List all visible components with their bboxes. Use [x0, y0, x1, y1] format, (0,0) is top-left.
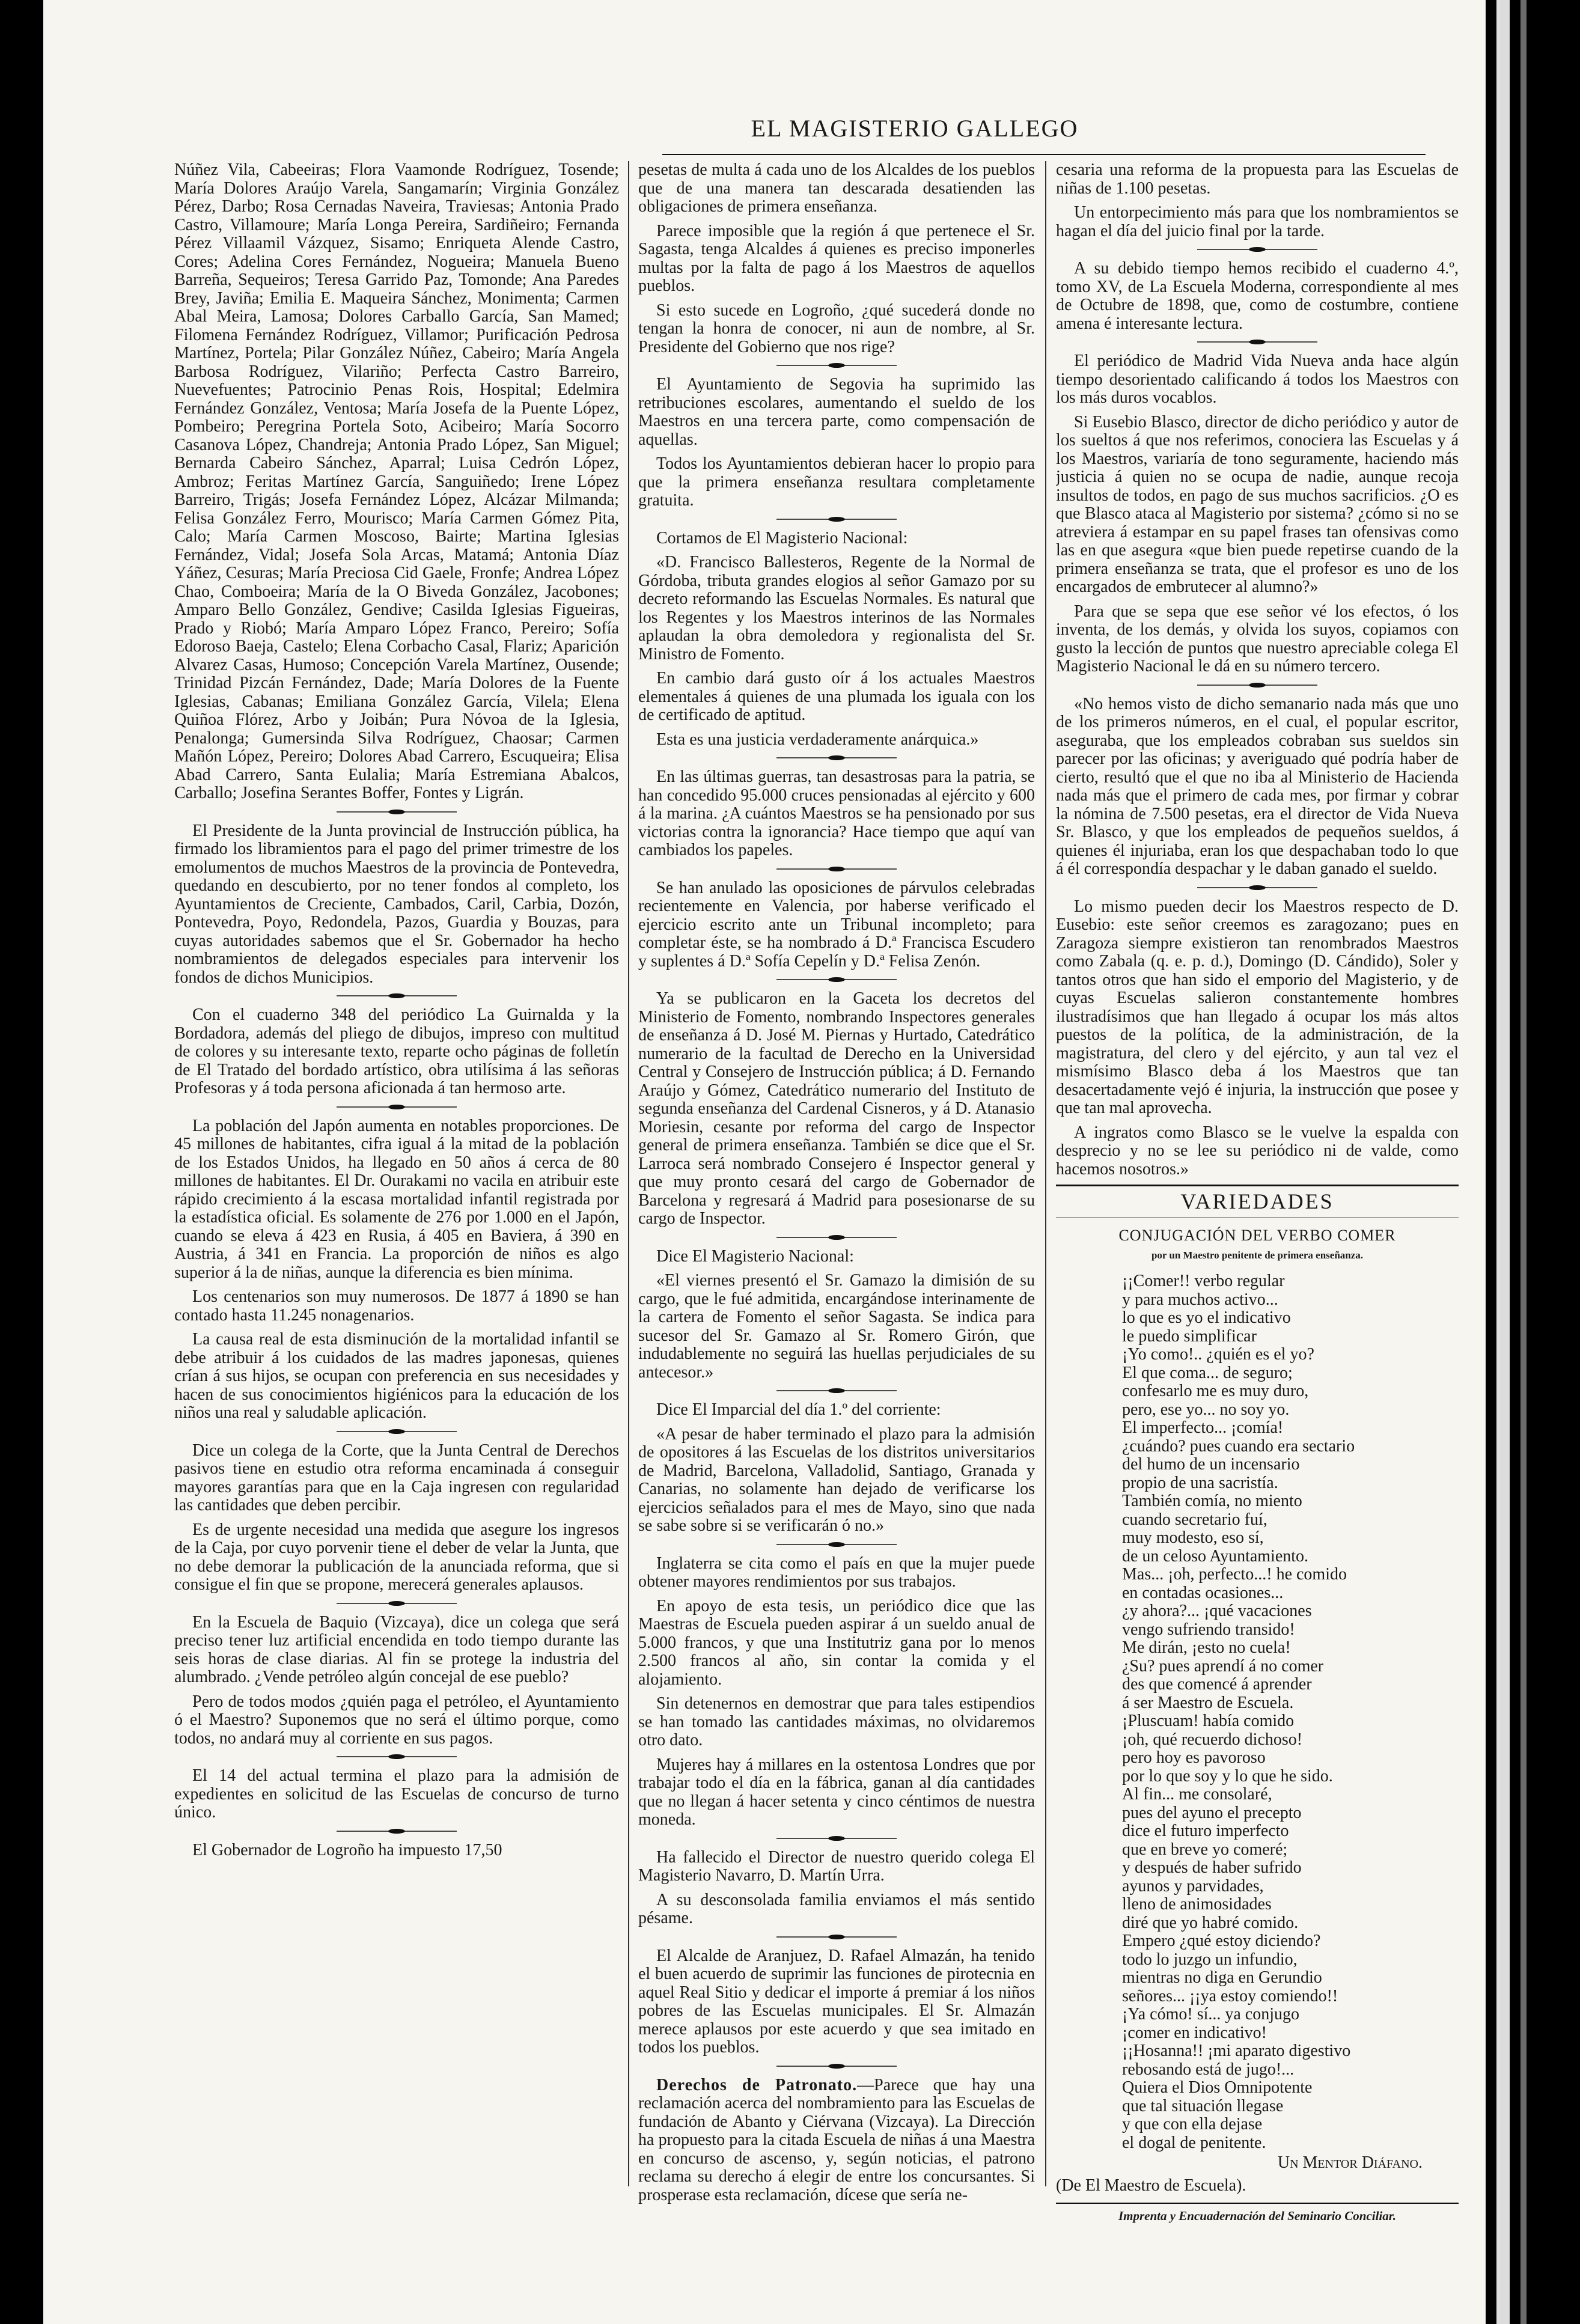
- separator-ornament: [776, 1234, 897, 1240]
- article-paragraph: Sin detenernos en demostrar que para tales estipendios se han tomado las cantidades máximas, no olvidaremos otro dato.: [638, 1694, 1035, 1749]
- poem-text: ¡¡Comer!! verbo regular y para muchos activo... lo que es yo el indicativo le puedo simplificar ¡Yo como!.. ¿quién es el yo? El que coma... de seguro; confesarlo me es muy duro, pero, ese yo... no soy yo. El imperfecto... ¡comía! ¿cuándo? pues cuando era sectario del humo de un incensario propio de una sacristía. También comía, no miento cuando secretario fuí, muy modesto, eso sí, de un celoso Ayuntamiento. Mas... ¡oh, perfecto...! he comido en contadas ocasiones... ¿y ahora?... ¡qué vacaciones vengo sufriendo transido! Me dirán, ¡esto no cuela! ¿Su? pues aprendí á no comer des que comencé á aprender á ser Maestro de Escuela. ¡Pluscuam! había comido ¡oh, qué recuerdo dichoso! pero hoy es pavoroso por lo que soy y lo que he sido. Al fin... me consolaré, pues del ayuno el precepto dice el futuro imperfecto que en breve yo comeré; y después de haber sufrido ayunos y parvidades, lleno de animosidades diré que yo habré comido. Empero ¿qué estoy diciendo? todo lo juzgo un infundio, mientras no diga en Gerundio señores... ¡¡ya estoy comiendo!! ¡Ya cómo! sí... ya conjugo ¡comer en indicativo! ¡¡Hosanna!! ¡mi aparato digestivo rebosando está de jugo!... Quiera el Dios Omnipotente que tal situación llegase y que con ella dejase el dogal de penitente.: [1122, 1272, 1355, 2152]
- article-lead: Derechos de Patronato.: [656, 2075, 858, 2094]
- article-paragraph: pesetas de multa á cada uno de los Alcaldes de los pueblos que de una manera tan descarada desatienden las obligaciones de primera enseñanza.: [638, 161, 1035, 216]
- article-paragraph: «A pesar de haber terminado el plazo para la admisión de opositores á las Escuelas de los distritos universitarios de Madrid, Barcelona, Valladolid, Santiago, Granada y Canarias, no solamente han dejado de verificarse los ejercicios señalados para el mes de Mayo, sino que nada se sabe sobre si se verificarán ó no.»: [638, 1424, 1035, 1535]
- separator-ornament: [776, 1388, 897, 1394]
- article-paragraph: «No hemos visto de dicho semanario nada más que uno de los primeros números, en el cual, el popular escritor, aseguraba, que los empleados cobraban sus sueldos sin parecer por las oficinas; y averiguado qué podría haber de cierto, resultó que el que no iba al Ministerio de Hacienda nada más que el primero de cada mes, por firmar y cobrar la nómina de 7.500 pesetas, era el director de Vida Nueva Sr. Blasco, y que los empleados de pequeños sueldos, á quienes él injuriaba, eran los que despachaban todo lo que á él correspondía despachar y le daban ganado el sueldo.: [1056, 694, 1459, 878]
- article-paragraph: Lo mismo pueden decir los Maestros respecto de D. Eusebio: este señor creemos es zaragozano; pues en Zaragoza siempre existieron tan renombrados Maestros como Zabala (q. e. p. d.), Domingo (D. Cándido), Soler y tantos otros que han sido el emporio del Magisterio, y de cuyas Escuelas salieron constantemente hombres ilustradísimos que han llegado á ocupar los más altos puestos de la política, de la administración, de la magistratura, del clero y del ejército, y aun tal vez el mismísimo Blasco deba á los Maestros que tan desacertadamente vejó é injuria, la instrucción que posee y que tan mal aprovecha.: [1056, 897, 1459, 1117]
- separator-ornament: [776, 866, 897, 872]
- article-paragraph: Ya se publicaron en la Gaceta los decretos del Ministerio de Fomento, nombrando Inspectores generales de enseñanza á D. José M. Piernas y Hurtado, Catedrático numerario de la facultad de Derecho en la Universidad Central y Consejero de Instrucción pública; á D. Fernando Araújo y Gómez, Catedrático numerario del Instituto de segunda enseñanza del Cardenal Cisneros, y á D. Atanasio Moriesin, cesante por reforma del cargo de Inspector general de primera enseñanza. También se dice que el Sr. Larroca será nombrado Consejero é Inspector general y que muy pronto cesará del cargo de Gobernador de Barcelona y regresará á Madrid para posesionarse de su cargo de Inspector.: [638, 989, 1035, 1228]
- separator-ornament: [776, 516, 897, 522]
- article-paragraph: Esta es una justicia verdaderamente anárquica.»: [656, 730, 979, 749]
- article-paragraph: Dice El Magisterio Nacional:: [656, 1246, 854, 1266]
- separator-ornament: [776, 755, 897, 761]
- separator-ornament: [1197, 246, 1317, 252]
- separator-ornament: [776, 2063, 897, 2069]
- masthead-title: EL MAGISTERIO GALLEGO: [751, 115, 1079, 142]
- article-paragraph: «D. Francisco Ballesteros, Regente de la Normal de Górdoba, tributa grandes elogios al señor Gamazo por su decreto reformando las Escuelas Normales. Es natural que los Regentes y los Maestros interinos de las Normales aplaudan la obra demoledora y regionalista del Sr. Ministro de Fomento.: [638, 553, 1035, 663]
- article-paragraph: El periódico de Madrid Vida Nueva anda hace algún tiempo desorientado calificando á todos los Maestros con los más duros vocablos.: [1056, 352, 1459, 407]
- article-paragraph: Cortamos de El Magisterio Nacional:: [656, 528, 908, 547]
- article-paragraph: Para que se sepa que ese señor vé los efectos, ó los inventa, de los demás, y olvida los suyos, copiamos con gusto la lección de puntos que nuestro apreciable colega El Magisterio Nacional le dá en su número tercero.: [1056, 602, 1459, 676]
- separator-ornament: [337, 1429, 457, 1435]
- article-paragraph: En cambio dará gusto oír á los actuales Maestros elementales á quienes de una plumada los iguala con los de certificado de aptitud.: [638, 669, 1035, 724]
- newspaper-page: [43, 0, 1486, 2324]
- separator-ornament: [776, 1835, 897, 1841]
- column-3: [1056, 161, 1459, 2228]
- article-paragraph: cesaria una reforma de la propuesta para las Escuelas de niñas de 1.100 pesetas.: [1056, 161, 1459, 198]
- separator-ornament: [337, 1600, 457, 1606]
- article-paragraph: Inglaterra se cita como el país en que la mujer puede obtener mayores rendimientos por sus trabajos.: [638, 1554, 1035, 1591]
- article-paragraph: El Gobernador de Logroño ha impuesto 17,50: [192, 1840, 502, 1859]
- poem-signature: Un Mentor Diáfano.: [1277, 2153, 1423, 2172]
- poem-source: (De El Maestro de Escuela).: [1056, 2176, 1246, 2195]
- article-paragraph: En las últimas guerras, tan desastrosas para la patria, se han concedido 95.000 cruces pensionadas al ejército y 600 á la marina. ¿A cuántos Maestros se ha pensionado por sus victorias contra la ignorancia? Hace tiempo que aquí van cambiados los papeles.: [638, 767, 1035, 859]
- separator-ornament: [337, 1104, 457, 1110]
- column-2: [638, 161, 1035, 2228]
- section-rule: [1056, 1185, 1459, 1186]
- scan-binding-shadow: [1521, 0, 1527, 2324]
- article-paragraph: El Presidente de la Junta provincial de Instrucción pública, ha firmado los libramientos para el pago del primer trimestre de los emolumentos de muchos Maestros de la provincia de Pontevedra, quedando en descubierto, por no tener fondos al completo, los Ayuntamientos de Creciente, Cambados, Caril, Carbia, Dozón, Pontevedra, Poyo, Redondela, Pazos, Guardia y Bouzas, para cuyas autoridades sabemos que el Sr. Gobernador ha hecho nombramientos de delegados especiales para intervenir los fondos de dichos Municipios.: [174, 821, 619, 987]
- article-paragraph: Si Eusebio Blasco, director de dicho periódico y autor de los sueltos á que nos referimos, conociera las Escuelas y á los Maestros, variaría de tono seguramente, haciendo más justicia á quien no se ocupa de nadie, aunque recoja insultos de todos, en pago de sus muchos sacrificios. ¿O es que Blasco ataca al Magisterio por sistema? ¿cómo si no se atreviera á estampar en su papel frases tan ofensivas como las en que asegura «que bien puede repetirse cuando de la primera enseñanza se trata, que el profesor es uno de los encargados de embrutecer al alumno?»: [1056, 412, 1459, 596]
- poem-title: CONJUGACIÓN DEL VERBO COMER: [1118, 1227, 1396, 1244]
- column-divider-1: [628, 161, 629, 2186]
- article-paragraph: Núñez Vila, Cabeeiras; Flora Vaamonde Rodríguez, Tosende; María Dolores Araújo Varela, Sangamarín; Virginia González Pérez, Darbo; Rosa Cernadas Naveira, Traviesas; Antonia Prado Castro, Villamoure; María Longa Pereira, Sardiñeiro; Fernanda Pérez Villaamil Vázquez, Sisamo; Enriqueta Alende Castro, Cores; Adelina Cores Fernández, Nogueira; Manuela Bueno Barreña, Sequeiros; Teresa Garrido Paz, Tomonde; Ana Paredes Brey, Javiña; Emilia E. Maqueira Sánchez, Monimenta; Carmen Abal Meira, Lamosa; Dolores Carballo García, San Mamed; Filomena Fernández Rodríguez, Villamor; Purificación Pedrosa Martínez, Portela; Pilar González Núñez, Cabeiro; María Angela Barbosa Rodríguez, Vilariño; Perfecta Castro Barreiro, Nuevefuentes; Patrocinio Penas Rois, Hospital; Edelmira Fernández González, Ventosa; María Josefa de la Puente López, Pombeiro; Peregrina Portela Soto, Acibeiro; María Socorro Casanova López, Chandreja; Antonia Prado López, San Miguel; Bernarda Cabeiro Sánchez, Aparral; Luisa Cedrón López, Ambroz; Feritas Martínez García, Sanguiñedo; Irene López Barreiro, Trigás; Josefa Fernández López, Alcázar Milmanda; Felisa González Ferro, Mourisco; María Carmen Gómez Pita, Calo; María Carmen Moscoso, Bairte; Martina Iglesias Fernández, Vidal; Josefa Sola Arcas, Matamá; Antonia Díaz Yáñez, Cesuras; María Preciosa Cid Gaele, Fronfe; Andrea López Chao, Comboeira; María de la O Biveda González, Jacobones; Amparo Bello González, Gendive; Casilda Iglesias Figueiras, Prado y Riobó; María Amparo López Franco, Pereiro; Sofía Edoroso Baeja, Castelo; Elena Corbacho Casal, Flariz; Aparición Alvarez Casas, Humoso; Concepción Varela Martínez, Ousende; Trinidad Pizcán Fernández, Dade; María Dolores de la Fuente Iglesias, Cabanas; Emiliana González García, Vilela; Elena Quiñoa Flórez, Arbo y Joibán; Pura Nóvoa de la Iglesia, Penalonga; Gumersinda Silva Rodríguez, Chaosar; Carmen Mañón López, Pereiro; Dolores Abad Carrero, Escuqueira; Elisa Abad Carrero, Santa Eulalia; María Estremiana Abalcos, Carballo; Josefina Serantes Boffer, Fontes y Ligrán.: [174, 161, 619, 802]
- page-header: [644, 114, 1456, 144]
- column-1: [174, 161, 619, 2228]
- article-paragraph: A su desconsolada familia enviamos el más sentido pésame.: [638, 1890, 1035, 1927]
- article-paragraph: Se han anulado las oposiciones de párvulos celebradas recientemente en Valencia, por haberse verificado el ejercicio escrito ante un Tribunal incompleto; para completar éste, se ha nombrado á D.ª Francisca Escudero y suplentes á D.ª Sofía Cepelín y D.ª Felisa Zenón.: [638, 878, 1035, 971]
- separator-ornament: [337, 1754, 457, 1760]
- separator-ornament: [776, 1934, 897, 1940]
- separator-ornament: [1197, 682, 1317, 688]
- article-paragraph: En apoyo de esta tesis, un periódico dice que las Maestras de Escuela pueden aspirar á un sueldo anual de 5.000 francos, y que una Institutriz gana por lo menos 2.500 francos al año, sin contar la comida y el alojamiento.: [638, 1596, 1035, 1689]
- separator-ornament: [776, 977, 897, 983]
- article-paragraph: A su debido tiempo hemos recibido el cuaderno 4.º, tomo XV, de La Escuela Moderna, correspondiente al mes de Octubre de 1898, que, como de costumbre, contiene amena é interesante lectura.: [1056, 259, 1459, 333]
- separator-ornament: [776, 1542, 897, 1548]
- article-paragraph: El 14 del actual termina el plazo para la admisión de expedientes en solicitud de las Escuelas de concurso de turno único.: [174, 1766, 619, 1822]
- separator-ornament: [776, 362, 897, 368]
- article-paragraph: Dice El Imparcial del día 1.º del corriente:: [656, 1400, 941, 1419]
- article-paragraph: Con el cuaderno 348 del periódico La Guirnalda y la Bordadora, además del pliego de dibujos, impreso con multitud de colores y su interesante texto, reparte ocho páginas de folletín de El Tratado del bordado artístico, obra utilísima á las señoras Profesoras y á toda persona aficionada á tan hermoso arte.: [174, 1005, 619, 1097]
- printer-imprint: Imprenta y Encuadernación del Seminario Conciliar.: [1056, 2203, 1459, 2224]
- column-divider-2: [1045, 161, 1046, 2186]
- article-paragraph: Mujeres hay á millares en la ostentosa Londres que por trabajar todo el día en la fábrica, ganan al día cantidades que no llegan á hacer setenta y cinco céntimos de nuestra moneda.: [638, 1755, 1035, 1829]
- article-paragraph: «El viernes presentó el Sr. Gamazo la dimisión de su cargo, que le fué admitida, encargándose interinamente de la cartera de Fomento el señor Sagasta. Se indica para sucesor del Sr. Gamazo al Sr. Romero Girón, que indudablemente no seguirá las huellas perjudiciales de su antecesor.»: [638, 1271, 1035, 1382]
- article-paragraph: Los centenarios son muy numerosos. De 1877 á 1890 se han contado hasta 11.245 nonagenarios.: [174, 1287, 619, 1325]
- article-paragraph: [638, 2076, 1035, 2205]
- separator-ornament: [1197, 339, 1317, 345]
- article-paragraph: En la Escuela de Baquio (Vizcaya), dice un colega que será preciso tener luz artificial encendida en todo tiempo durante las seis horas de clase diarias. Al fin se protege la industria del alumbrado. ¿Vende petróleo algún concejal de ese pueblo?: [174, 1612, 619, 1686]
- separator-ornament: [337, 1828, 457, 1834]
- article-paragraph: Ha fallecido el Director de nuestro querido colega El Magisterio Navarro, D. Martín Urra.: [638, 1847, 1035, 1885]
- article-paragraph: Si esto sucede en Logroño, ¿qué sucederá donde no tengan la honra de conocer, ni aun de nombre, al Sr. Presidente del Gobierno que nos rige?: [638, 300, 1035, 356]
- article-paragraph: Es de urgente necesidad una medida que asegure los ingresos de la Caja, por cuyo porvenir tiene el deber de velar la Junta, que no debe demorar la publicación de la anunciada reforma, que si consigue el fin que se propone, merecerá generales aplausos.: [174, 1520, 619, 1594]
- header-rule: [662, 154, 1426, 155]
- article-paragraph: La causa real de esta disminución de la mortalidad infantil se debe atribuir á los cuidados de las madres japonesas, quienes crían á sus hijos, se ocupan con preferencia en sus necesidades y hacen de sus conocimientos higiénicos para la educación de los niños una real y saludable aplicación.: [174, 1330, 619, 1422]
- article-paragraph: La población del Japón aumenta en notables proporciones. De 45 millones de habitantes, cifra igual á la mitad de la población de los Estados Unidos, ha llegado en 50 años á cerca de 80 millones de habitantes. El Dr. Ourakami no vacila en atribuir este rápido crecimiento á la escasa mortalidad infantil registrada por la estadística oficial. Es solamente de 276 por 1.000 en el Japón, cuando se eleva á 423 en Rusia, á 405 en Baviera, á 390 en Austria, á 341 en Francia. La proporción de niños es algo superior á la de niñas, aunque la diferencia es bien mínima.: [174, 1116, 619, 1282]
- separator-ornament: [1197, 885, 1317, 891]
- section-title: VARIEDADES: [1180, 1189, 1334, 1213]
- article-paragraph: El Ayuntamiento de Segovia ha suprimido las retribuciones escolares, aumentando el sueldo de los Maestros en una tercera parte, como compensación de aquellas.: [638, 375, 1035, 449]
- separator-ornament: [337, 993, 457, 999]
- article-text: —Parece que hay una reclamación acerca del nombramiento para las Escuelas de fundación de Abanto y Ciérvana (Vizcaya). La Dirección ha propuesto para la citada Escuela de niñas á una Maestra en concurso de ascenso, y, según noticias, el patrono reclama su derecho á elegir de entre los concursantes. Si prosperase esta reclamación, dícese que sería ne-: [638, 2075, 1035, 2204]
- article-paragraph: Pero de todos modos ¿quién paga el petróleo, el Ayuntamiento ó el Maestro? Suponemos que no será el último porque, como todos, no andará muy al corriente en sus pagos.: [174, 1692, 619, 1748]
- scan-next-page-strip: [1496, 0, 1510, 2324]
- article-paragraph: A ingratos como Blasco se le vuelve la espalda con desprecio y no se lee su periódico ni de valde, como hacemos nosotros.»: [1056, 1123, 1459, 1179]
- article-paragraph: El Alcalde de Aranjuez, D. Rafael Almazán, ha tenido el buen acuerdo de suprimir las funciones de pirotecnia en aquel Real Sitio y dedicar el importe á premiar á los niños pobres de las Escuelas municipales. El Sr. Almazán merece aplausos por este acuerdo y que sea imitado en todos los pueblos.: [638, 1946, 1035, 2057]
- article-paragraph: Parece imposible que la región á que pertenece el Sr. Sagasta, tenga Alcaldes á quienes es preciso imponerles multas por la falta de pago á los Maestros de aquellos pueblos.: [638, 221, 1035, 295]
- article-paragraph: Un entorpecimiento más para que los nombramientos se hagan el día del juicio final por la tarde.: [1056, 203, 1459, 240]
- separator-ornament: [337, 809, 457, 815]
- article-paragraph: Dice un colega de la Corte, que la Junta Central de Derechos pasivos tiene en estudio otra reforma encaminada á conseguir mayores garantías para que en la Caja ingresen con regularidad las cantidades que deben percibir.: [174, 1441, 619, 1514]
- scan-left-edge: [0, 0, 43, 2324]
- article-paragraph: Todos los Ayuntamientos debieran hacer lo propio para que la primera enseñanza resultara completamente gratuita.: [638, 454, 1035, 510]
- poem-subtitle: por un Maestro penitente de primera enseñanza.: [1151, 1249, 1364, 1261]
